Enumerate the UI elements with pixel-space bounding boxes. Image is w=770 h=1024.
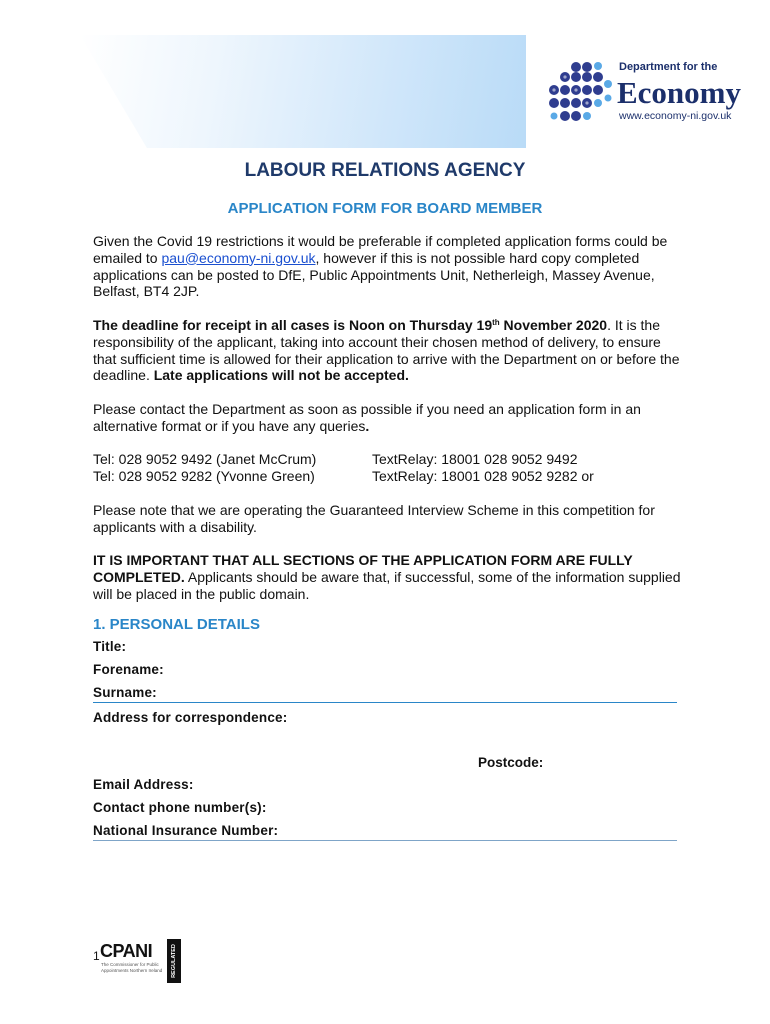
intro-paragraph: [93, 233, 683, 300]
gis-paragraph: [93, 502, 683, 536]
important-text: Applicants should be aware that, if successful, some of the information supplied will be placed in the public domain.: [93, 568, 681, 602]
gis-text: Please note that we are operating the Guaranteed Interview Scheme in this competition for applicants with a disability.: [93, 502, 655, 535]
divider-line: [93, 840, 677, 841]
field-ni-label: National Insurance Number:: [93, 823, 279, 838]
hexagon-cluster-icon: [548, 60, 612, 126]
tel-number: Tel: 028 9052 9492 (Janet McCrum): [93, 451, 317, 467]
deadline-paragraph: [93, 317, 683, 384]
cpani-logo: [97, 937, 183, 985]
contact-paragraph: [93, 401, 683, 435]
field-phone-label: Contact phone number(s):: [93, 800, 267, 815]
regulated-badge: [167, 939, 181, 983]
cpani-subtitle: The Commissioner for Public Appointments Northern Ireland: [101, 962, 163, 973]
deadline-text: . It is the responsibility of the applicant, taking into account their chosen method of delivery, to ensure that sufficient time is allowed for their application to arrive with the Department on or before the deadline.: [93, 317, 680, 384]
deadline-bold-after: November 2020: [499, 317, 608, 333]
important-paragraph: [93, 552, 683, 602]
field-title-label: Title:: [93, 639, 127, 654]
tel-number: Tel: 028 9052 9282 (Yvonne Green): [93, 468, 315, 484]
cpani-logo-text: CPANI: [100, 941, 153, 961]
contact-text: Please contact the Department as soon as possible if you need an application form in an alternative format or if you have any queries: [93, 401, 641, 434]
contact-end: .: [365, 417, 370, 434]
phone-row: [93, 451, 683, 468]
field-address-label: Address for correspondence:: [93, 710, 288, 725]
phone-row: [93, 468, 683, 485]
intro-text-before: Given the Covid 19 restrictions it would be preferable if completed application forms could be emailed to: [93, 233, 668, 266]
textrelay-number: TextRelay: 18001 028 9052 9492: [372, 451, 578, 467]
field-surname-label: Surname:: [93, 685, 157, 700]
page-number: 1: [93, 949, 100, 963]
form-subtitle: APPLICATION FORM FOR BOARD MEMBER: [227, 200, 543, 217]
textrelay-number: TextRelay: 18001 028 9052 9282 or: [372, 468, 594, 484]
header-banner: [80, 35, 526, 148]
intro-text-after: , however if this is not possible hard copy completed applications can be posted to DfE, Public Appointments Unit, Netherleigh, Massey Avenue, Belfast, BT4 2JP.: [93, 249, 655, 300]
logo-economy-text: Economy: [617, 75, 741, 110]
regulated-text: REGULATED: [171, 944, 177, 978]
deadline-bold-before: The deadline for receipt in all cases is Noon on Thursday 19: [93, 317, 493, 333]
field-forename-label: Forename:: [93, 662, 164, 677]
field-email-label: Email Address:: [93, 777, 194, 792]
divider-line: [93, 702, 677, 703]
late-applications-warning: Late applications will not be accepted.: [153, 367, 409, 384]
section-personal-details-title: 1. PERSONAL DETAILS: [93, 616, 260, 633]
field-postcode-label: Postcode:: [478, 755, 544, 770]
deadline-superscript: th: [492, 318, 500, 327]
phone-list: [93, 451, 683, 485]
email-link[interactable]: pau@economy-ni.gov.uk: [161, 249, 316, 266]
logo-url: www.economy-ni.gov.uk: [619, 110, 732, 122]
important-bold: IT IS IMPORTANT THAT ALL SECTIONS OF THE APPLICATION FORM ARE FULLY COMPLETED.: [93, 552, 633, 585]
dfe-logo: [548, 58, 748, 128]
agency-title: LABOUR RELATIONS AGENCY: [244, 160, 526, 181]
logo-department-text: Department for the: [619, 61, 718, 73]
